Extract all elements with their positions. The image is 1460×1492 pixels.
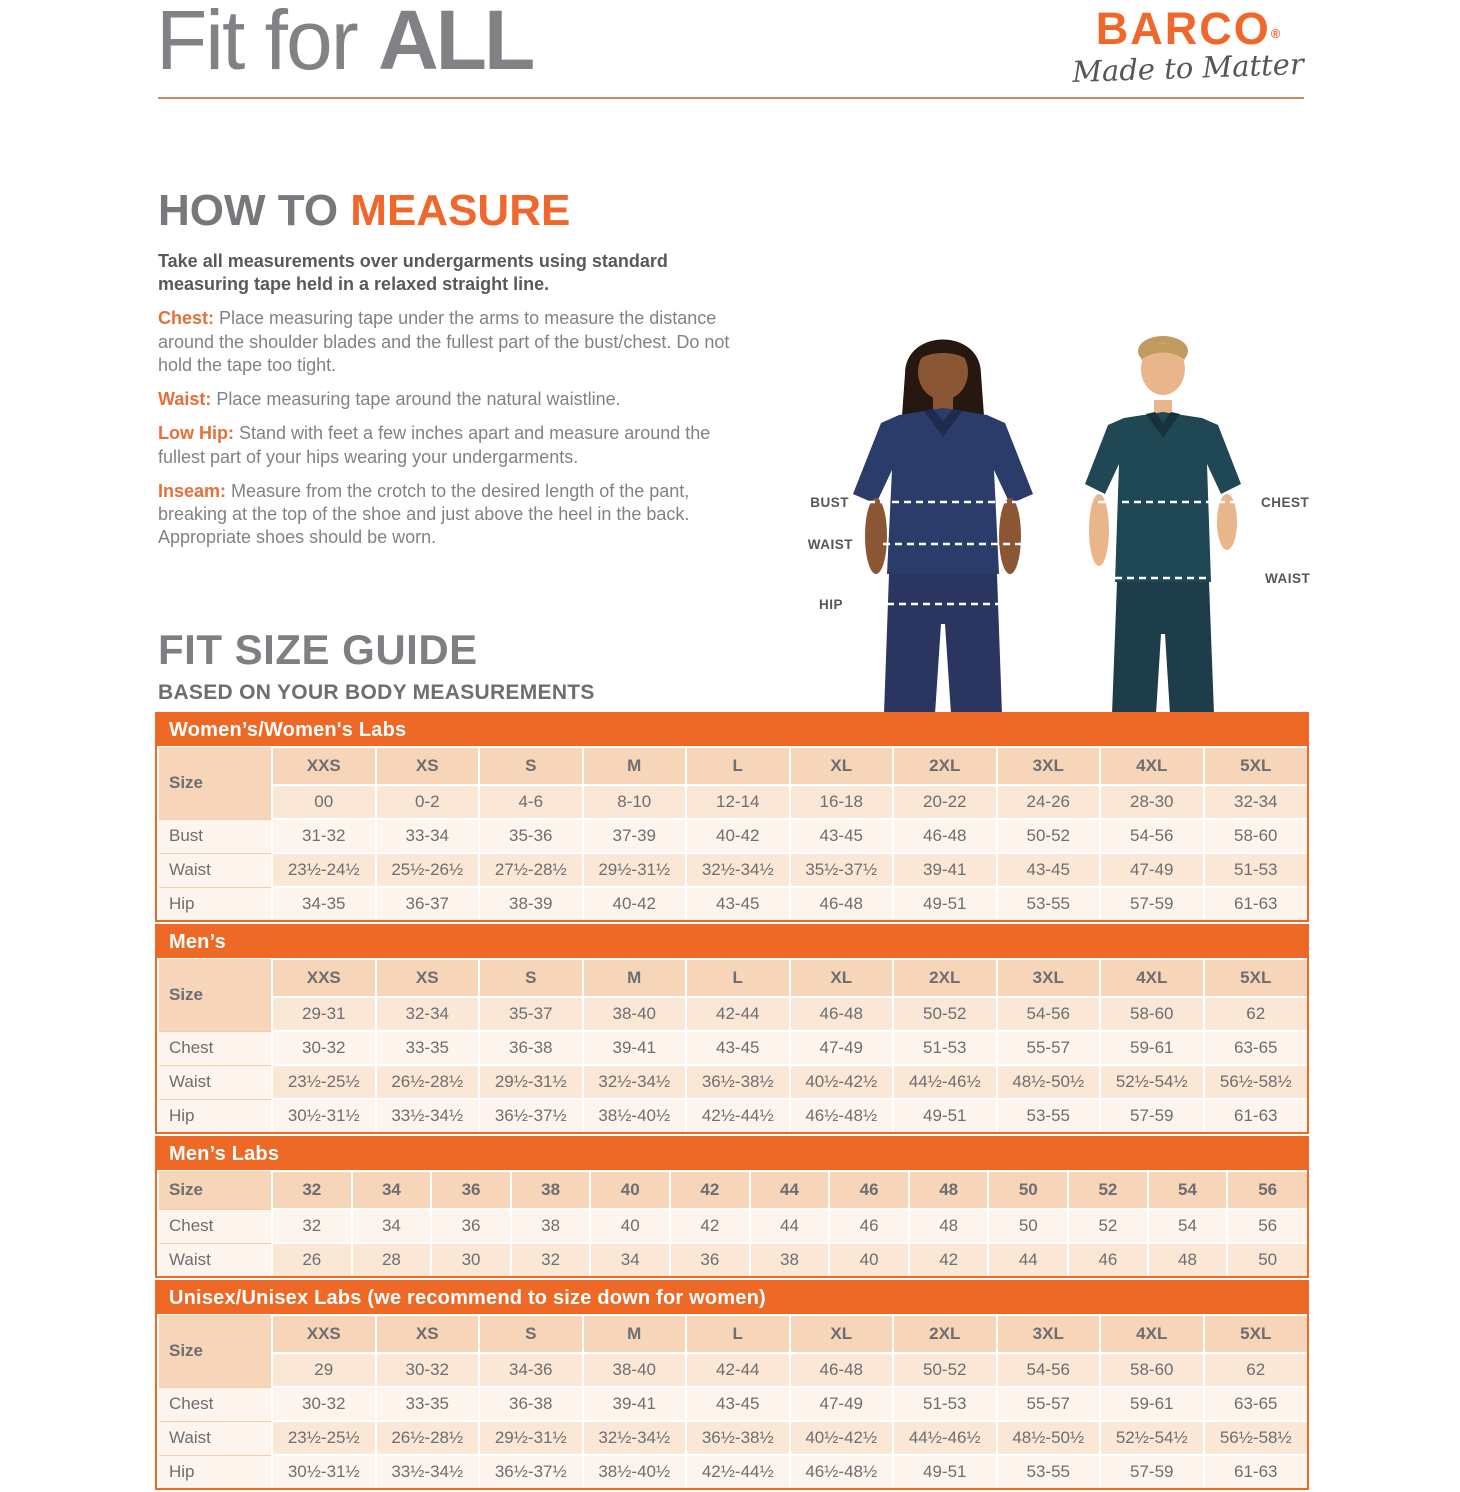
table-cell: 36½-37½ xyxy=(479,1455,583,1488)
table-cell: 4XL xyxy=(1100,1315,1204,1353)
table-cell: 44½-46½ xyxy=(893,1065,997,1099)
table-cell: 24-26 xyxy=(997,785,1101,819)
table-cell: 29½-31½ xyxy=(479,1421,583,1455)
table-cell: 50 xyxy=(988,1171,1068,1209)
table-cell: 46 xyxy=(1068,1243,1148,1276)
table-row xyxy=(158,853,1307,887)
table-cell: 55-57 xyxy=(997,1031,1101,1065)
table-cell: 36 xyxy=(670,1243,750,1276)
header-divider xyxy=(158,97,1304,99)
table-row xyxy=(158,1353,1307,1387)
row-label: Waist xyxy=(158,853,272,887)
measure-item-chest xyxy=(158,307,754,377)
table-cell: 42-44 xyxy=(686,1353,790,1387)
table-cell: 40½-42½ xyxy=(790,1065,894,1099)
table-cell: 51-53 xyxy=(893,1031,997,1065)
table-cell: 3XL xyxy=(997,959,1101,997)
table-cell: 46-48 xyxy=(790,997,894,1031)
size-grid-mens-labs xyxy=(157,1170,1307,1276)
table-cell: 33-35 xyxy=(376,1387,480,1421)
table-cell: M xyxy=(583,747,687,785)
table-cell: L xyxy=(686,959,790,997)
table-cell: L xyxy=(686,747,790,785)
table-cell: 31-32 xyxy=(272,819,376,853)
measure-intro: Take all measurements over undergarments using standard measuring tape held in a relaxed straight line. xyxy=(158,251,668,295)
table-cell: 33-34 xyxy=(376,819,480,853)
size-table-unisex xyxy=(155,1280,1309,1490)
table-row xyxy=(158,819,1307,853)
table-cell: 32½-34½ xyxy=(583,1421,687,1455)
registered-mark: ® xyxy=(1270,26,1281,41)
table-cell: 38 xyxy=(750,1243,830,1276)
table-cell: 50-52 xyxy=(997,819,1101,853)
table-cell: XL xyxy=(790,1315,894,1353)
table-cell: 50 xyxy=(988,1209,1068,1243)
table-cell: 36 xyxy=(431,1209,511,1243)
measure-item-lowhip-label: Low Hip: xyxy=(158,423,234,444)
table-cell: 30 xyxy=(431,1243,511,1276)
man-model xyxy=(1085,336,1241,714)
table-cell: 54-56 xyxy=(997,1353,1101,1387)
table-cell: 52 xyxy=(1068,1209,1148,1243)
table-body xyxy=(158,959,1307,1132)
table-cell: S xyxy=(479,1315,583,1353)
measure-item-lowhip xyxy=(158,422,754,468)
table-cell: 52 xyxy=(1068,1171,1148,1209)
size-table-mens xyxy=(155,924,1309,1134)
table-cell: 46 xyxy=(829,1209,909,1243)
table-body xyxy=(158,1315,1307,1488)
measure-item-inseam xyxy=(158,480,754,550)
table-cell: 51-53 xyxy=(893,1387,997,1421)
table-row xyxy=(158,785,1307,819)
table-cell: 23½-25½ xyxy=(272,1421,376,1455)
table-row xyxy=(158,997,1307,1031)
table-cell: 48½-50½ xyxy=(997,1421,1101,1455)
table-cell: 62 xyxy=(1204,997,1308,1031)
table-cell: 34-36 xyxy=(479,1353,583,1387)
table-cell: 43-45 xyxy=(686,1031,790,1065)
row-label: Chest xyxy=(158,1387,272,1421)
row-label: Hip xyxy=(158,1455,272,1488)
table-cell: 46-48 xyxy=(790,1353,894,1387)
table-cell: 48½-50½ xyxy=(997,1065,1101,1099)
table-cell: 61-63 xyxy=(1204,1455,1308,1488)
table-row xyxy=(158,1421,1307,1455)
row-label: Chest xyxy=(158,1031,272,1065)
table-cell: 57-59 xyxy=(1100,1099,1204,1132)
size-grid-mens xyxy=(157,958,1307,1132)
table-cell: 34 xyxy=(352,1209,432,1243)
how-to-measure-copy xyxy=(158,250,754,560)
table-cell: 48 xyxy=(909,1171,989,1209)
page-title-bold: ALL xyxy=(378,0,533,87)
table-body xyxy=(158,747,1307,920)
table-row xyxy=(158,1209,1307,1243)
table-row xyxy=(158,959,1307,997)
table-cell: 46½-48½ xyxy=(790,1455,894,1488)
measure-item-inseam-label: Inseam: xyxy=(158,480,227,501)
table-cell: 50-52 xyxy=(893,997,997,1031)
table-cell: 37-39 xyxy=(583,819,687,853)
table-cell: 54-56 xyxy=(1100,819,1204,853)
table-cell: S xyxy=(479,747,583,785)
table-row xyxy=(158,1031,1307,1065)
table-row xyxy=(158,1243,1307,1276)
table-cell: XXS xyxy=(272,747,376,785)
table-cell: 63-65 xyxy=(1204,1031,1308,1065)
size-grid-womens xyxy=(157,746,1307,920)
table-cell: 42½-44½ xyxy=(686,1455,790,1488)
table-cell: 27½-28½ xyxy=(479,853,583,887)
table-cell: 32 xyxy=(272,1209,352,1243)
size-grid-unisex xyxy=(157,1314,1307,1488)
table-cell: 26 xyxy=(272,1243,352,1276)
table-cell: 3XL xyxy=(997,1315,1101,1353)
table-cell: 4XL xyxy=(1100,747,1204,785)
table-cell: 30½-31½ xyxy=(272,1455,376,1488)
table-cell: 42 xyxy=(909,1243,989,1276)
row-label: Waist xyxy=(158,1065,272,1099)
table-cell: 56 xyxy=(1227,1209,1307,1243)
measure-item-waist-label: Waist: xyxy=(158,389,212,410)
table-cell: 12-14 xyxy=(686,785,790,819)
table-cell: 29½-31½ xyxy=(583,853,687,887)
table-cell: 36 xyxy=(431,1171,511,1209)
table-cell: 36-38 xyxy=(479,1387,583,1421)
table-cell: 34 xyxy=(590,1243,670,1276)
hip-label: HIP xyxy=(818,597,843,612)
row-label: Waist xyxy=(158,1421,272,1455)
table-cell: 58-60 xyxy=(1100,1353,1204,1387)
table-cell: 61-63 xyxy=(1204,1099,1308,1132)
table-cell: 2XL xyxy=(893,747,997,785)
table-cell: 57-59 xyxy=(1100,1455,1204,1488)
table-cell: 33½-34½ xyxy=(376,1099,480,1132)
table-cell: 48 xyxy=(1148,1243,1228,1276)
brand-name: BARCO xyxy=(1095,3,1271,54)
table-cell: 49-51 xyxy=(893,1099,997,1132)
table-body xyxy=(158,1171,1307,1276)
table-row xyxy=(158,747,1307,785)
table-cell: S xyxy=(479,959,583,997)
table-cell: 49-51 xyxy=(893,887,997,920)
how-to-measure-title-gray: HOW TO xyxy=(158,186,351,235)
table-cell: 30½-31½ xyxy=(272,1099,376,1132)
table-cell: 36-37 xyxy=(376,887,480,920)
table-cell: 38 xyxy=(511,1209,591,1243)
table-cell: 51-53 xyxy=(1204,853,1308,887)
fit-size-guide-subtitle: BASED ON YOUR BODY MEASUREMENTS xyxy=(158,681,595,704)
table-cell: 30-32 xyxy=(376,1353,480,1387)
table-cell: 26½-28½ xyxy=(376,1065,480,1099)
table-cell: 52½-54½ xyxy=(1100,1065,1204,1099)
table-banner-mens-labs: Men’s Labs xyxy=(157,1138,1307,1170)
table-cell: 58-60 xyxy=(1100,997,1204,1031)
table-cell: 56 xyxy=(1227,1171,1307,1209)
table-cell: 32 xyxy=(272,1171,352,1209)
how-to-measure-title-orange: MEASURE xyxy=(350,186,571,235)
table-cell: 40 xyxy=(829,1243,909,1276)
table-cell: 36½-38½ xyxy=(686,1421,790,1455)
table-cell: 38½-40½ xyxy=(583,1099,687,1132)
table-cell: 63-65 xyxy=(1204,1387,1308,1421)
how-to-measure-title xyxy=(158,186,570,236)
table-cell: 56½-58½ xyxy=(1204,1065,1308,1099)
fit-size-guide-title: FIT SIZE GUIDE xyxy=(158,626,478,673)
table-cell: 59-61 xyxy=(1100,1031,1204,1065)
brand-tagline: Made to Matter xyxy=(1071,46,1305,90)
table-cell: 38 xyxy=(511,1171,591,1209)
table-row xyxy=(158,1099,1307,1132)
table-cell: 30-32 xyxy=(272,1031,376,1065)
table-cell: 42½-44½ xyxy=(686,1099,790,1132)
table-cell: 40-42 xyxy=(583,887,687,920)
table-cell: 46-48 xyxy=(790,887,894,920)
table-cell: 44 xyxy=(988,1243,1068,1276)
table-cell: 46-48 xyxy=(893,819,997,853)
table-cell: M xyxy=(583,1315,687,1353)
table-cell: 57-59 xyxy=(1100,887,1204,920)
row-label: Size xyxy=(158,1171,272,1209)
row-label: Size xyxy=(158,1315,272,1387)
table-cell: 38-40 xyxy=(583,997,687,1031)
table-cell: 53-55 xyxy=(997,1455,1101,1488)
table-cell: 53-55 xyxy=(997,887,1101,920)
table-cell: 59-61 xyxy=(1100,1387,1204,1421)
table-cell: 32½-34½ xyxy=(686,853,790,887)
table-cell: 47-49 xyxy=(1100,853,1204,887)
table-cell: 4XL xyxy=(1100,959,1204,997)
measure-item-chest-text: Place measuring tape under the arms to measure the distance around the shoulder blades and the fullest part of the bust/chest. Do not hold the tape too tight. xyxy=(158,308,730,375)
row-label: Waist xyxy=(158,1243,272,1276)
table-cell: 39-41 xyxy=(583,1031,687,1065)
table-cell: L xyxy=(686,1315,790,1353)
table-cell: 34 xyxy=(352,1171,432,1209)
table-cell: 54 xyxy=(1148,1171,1228,1209)
table-cell: 29½-31½ xyxy=(479,1065,583,1099)
table-cell: 23½-24½ xyxy=(272,853,376,887)
table-cell: 38-39 xyxy=(479,887,583,920)
table-row xyxy=(158,1171,1307,1209)
table-cell: 8-10 xyxy=(583,785,687,819)
table-cell: 43-45 xyxy=(686,887,790,920)
table-cell: 62 xyxy=(1204,1353,1308,1387)
brand-wordmark xyxy=(1068,3,1308,54)
table-cell: 61-63 xyxy=(1204,887,1308,920)
table-cell: M xyxy=(583,959,687,997)
waist-label-left: WAIST xyxy=(807,537,853,552)
table-cell: 25½-26½ xyxy=(376,853,480,887)
table-cell: 53-55 xyxy=(997,1099,1101,1132)
table-cell: 36½-38½ xyxy=(686,1065,790,1099)
table-cell: 42 xyxy=(670,1209,750,1243)
table-cell: 50-52 xyxy=(893,1353,997,1387)
table-cell: 2XL xyxy=(893,1315,997,1353)
table-cell: 46½-48½ xyxy=(790,1099,894,1132)
row-label: Bust xyxy=(158,819,272,853)
table-cell: 28 xyxy=(352,1243,432,1276)
woman-model xyxy=(853,340,1033,715)
table-cell: 5XL xyxy=(1204,959,1308,997)
table-banner-womens: Women’s/Women's Labs xyxy=(157,714,1307,746)
table-cell: 20-22 xyxy=(893,785,997,819)
table-row xyxy=(158,887,1307,920)
size-tables xyxy=(155,712,1309,1492)
table-cell: 33½-34½ xyxy=(376,1455,480,1488)
table-cell: 26½-28½ xyxy=(376,1421,480,1455)
table-row xyxy=(158,1387,1307,1421)
table-cell: 29 xyxy=(272,1353,376,1387)
table-cell: 43-45 xyxy=(790,819,894,853)
table-cell: 40½-42½ xyxy=(790,1421,894,1455)
table-cell: 44½-46½ xyxy=(893,1421,997,1455)
table-cell: 47-49 xyxy=(790,1387,894,1421)
table-cell: 33-35 xyxy=(376,1031,480,1065)
table-cell: 4-6 xyxy=(479,785,583,819)
table-cell: 35-36 xyxy=(479,819,583,853)
table-cell: 23½-25½ xyxy=(272,1065,376,1099)
measure-item-inseam-text: Measure from the crotch to the desired length of the pant, breaking at the top of the shoe and just above the heel in the back. Appropriate shoes should be worn. xyxy=(158,480,690,548)
table-banner-mens: Men’s xyxy=(157,926,1307,958)
models-illustration xyxy=(793,322,1315,714)
size-table-womens xyxy=(155,712,1309,922)
page-title xyxy=(156,0,532,89)
table-cell: 52½-54½ xyxy=(1100,1421,1204,1455)
brand-logo xyxy=(1068,3,1308,90)
row-label: Chest xyxy=(158,1209,272,1243)
waist-label-right: WAIST xyxy=(1265,571,1311,586)
row-label: Size xyxy=(158,747,272,819)
table-cell: 36½-37½ xyxy=(479,1099,583,1132)
table-cell: 42-44 xyxy=(686,997,790,1031)
table-cell: XXS xyxy=(272,1315,376,1353)
table-cell: XS xyxy=(376,747,480,785)
table-cell: 42 xyxy=(670,1171,750,1209)
table-cell: 40 xyxy=(590,1209,670,1243)
table-cell: XS xyxy=(376,959,480,997)
table-cell: 5XL xyxy=(1204,1315,1308,1353)
table-cell: 36-38 xyxy=(479,1031,583,1065)
bust-label: BUST xyxy=(810,495,849,510)
table-cell: 48 xyxy=(909,1209,989,1243)
table-cell: 50 xyxy=(1227,1243,1307,1276)
table-cell: 32-34 xyxy=(1204,785,1308,819)
chest-label: CHEST xyxy=(1261,495,1310,510)
size-table-mens-labs xyxy=(155,1136,1309,1278)
table-row xyxy=(158,1065,1307,1099)
table-cell: 54-56 xyxy=(997,997,1101,1031)
table-cell: 38½-40½ xyxy=(583,1455,687,1488)
page-title-regular: Fit for xyxy=(156,0,379,87)
table-cell: 3XL xyxy=(997,747,1101,785)
table-cell: XXS xyxy=(272,959,376,997)
table-row xyxy=(158,1315,1307,1353)
table-cell: 16-18 xyxy=(790,785,894,819)
table-cell: 43-45 xyxy=(997,853,1101,887)
table-cell: XL xyxy=(790,747,894,785)
table-cell: 2XL xyxy=(893,959,997,997)
measure-item-lowhip-text: Stand with feet a few inches apart and measure around the fullest part of your hips wearing your undergarments. xyxy=(158,423,711,467)
table-cell: 30-32 xyxy=(272,1387,376,1421)
table-cell: 29-31 xyxy=(272,997,376,1031)
table-cell: 39-41 xyxy=(583,1387,687,1421)
table-cell: 0-2 xyxy=(376,785,480,819)
table-cell: 55-57 xyxy=(997,1387,1101,1421)
table-cell: 54 xyxy=(1148,1209,1228,1243)
table-cell: 44 xyxy=(750,1171,830,1209)
table-cell: 44 xyxy=(750,1209,830,1243)
table-cell: 47-49 xyxy=(790,1031,894,1065)
table-cell: 58-60 xyxy=(1204,819,1308,853)
table-cell: 28-30 xyxy=(1100,785,1204,819)
table-cell: XL xyxy=(790,959,894,997)
table-banner-unisex: Unisex/Unisex Labs (we recommend to size down for women) xyxy=(157,1282,1307,1314)
measure-item-chest-label: Chest: xyxy=(158,308,215,329)
measurement-models-figure xyxy=(793,322,1315,714)
table-cell: 35½-37½ xyxy=(790,853,894,887)
table-cell: 40 xyxy=(590,1171,670,1209)
table-cell: 38-40 xyxy=(583,1353,687,1387)
row-label: Size xyxy=(158,959,272,1031)
table-cell: 35-37 xyxy=(479,997,583,1031)
table-cell: 40-42 xyxy=(686,819,790,853)
table-cell: 56½-58½ xyxy=(1204,1421,1308,1455)
table-cell: 5XL xyxy=(1204,747,1308,785)
table-cell: 49-51 xyxy=(893,1455,997,1488)
row-label: Hip xyxy=(158,1099,272,1132)
table-cell: 43-45 xyxy=(686,1387,790,1421)
table-cell: XS xyxy=(376,1315,480,1353)
row-label: Hip xyxy=(158,887,272,920)
table-cell: 39-41 xyxy=(893,853,997,887)
table-cell: 34-35 xyxy=(272,887,376,920)
table-cell: 00 xyxy=(272,785,376,819)
table-cell: 32½-34½ xyxy=(583,1065,687,1099)
measure-item-waist-text: Place measuring tape around the natural waistline. xyxy=(211,389,621,410)
measure-item-waist xyxy=(158,388,754,411)
table-cell: 32-34 xyxy=(376,997,480,1031)
table-cell: 46 xyxy=(829,1171,909,1209)
table-cell: 32 xyxy=(511,1243,591,1276)
